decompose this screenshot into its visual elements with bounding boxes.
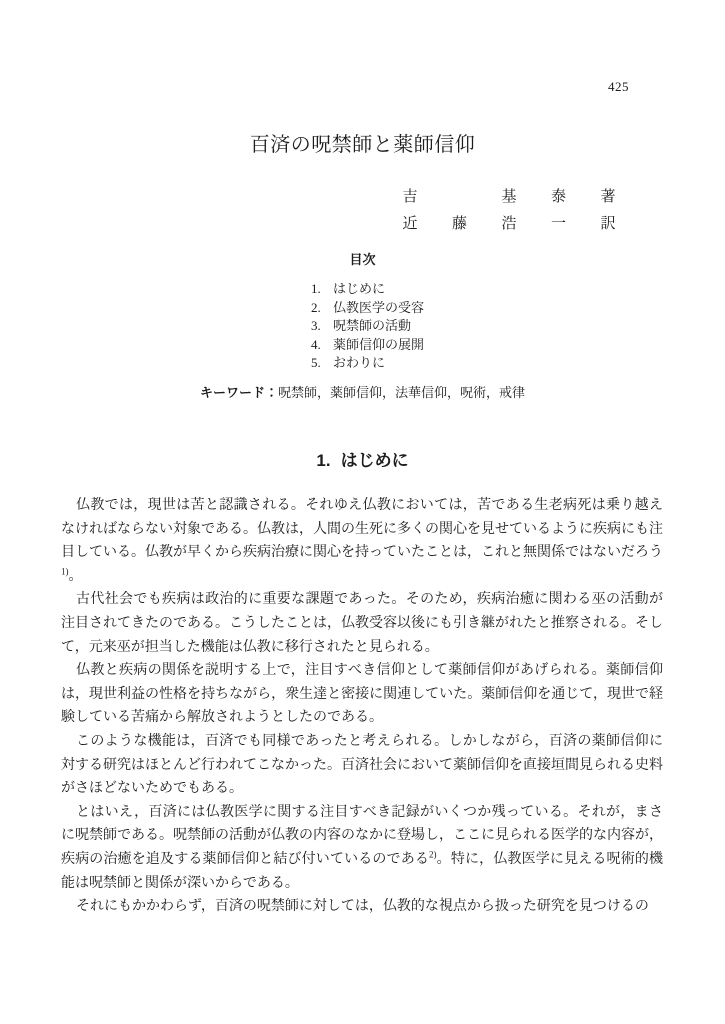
footnote-ref-1: 1) — [61, 566, 69, 577]
keywords-text: 呪禁師，薬師信仰，法華信仰，呪術，戒律 — [278, 385, 526, 400]
toc-item — [311, 299, 424, 318]
author-role-label: 著 — [600, 189, 616, 205]
author-char: 浩 — [501, 216, 517, 232]
toc-item — [311, 354, 424, 373]
toc-list — [311, 280, 424, 373]
authors-block — [402, 182, 616, 236]
page-number: 425 — [608, 79, 629, 94]
article-body — [61, 494, 663, 919]
paragraph-6: それにもかかわらず，百済の呪禁師に対しては，仏教的な視点から扱った研究を見つけるの — [76, 899, 649, 915]
footnote-ref-2: 2) — [429, 849, 437, 860]
article-title: 百済の呪禁師と薬師信仰 — [249, 134, 476, 156]
author-char: 吉 — [402, 189, 418, 205]
section-heading — [0, 446, 725, 471]
author-char: 基 — [501, 189, 517, 205]
paragraph-text: 仏教では，現世は苦と認識される。それゆえ仏教においては，苦である生老病死は乗り越えなければならない対象である。仏教は，人間の生死に多くの関心を見せているように疾病にも注目している。仏教が早くから疾病治療に関心を持っていたことは，これと無関係ではないだろう — [61, 498, 663, 561]
paragraph-text: 。 — [68, 568, 83, 584]
keywords-label: キーワード： — [199, 385, 278, 400]
author-char: 一 — [550, 216, 566, 232]
paragraph-text: 。特に，仏教医学に見える呪術的機能は呪禁師と関係が深いからである。 — [61, 851, 664, 891]
toc-item-label: 仏教医学の受容 — [333, 299, 425, 315]
toc-item-number: 3. — [311, 318, 321, 333]
section-title: はじめに — [340, 451, 409, 470]
paragraph-3: 仏教と疾病の関係を説明する上で，注目すべき信仰として薬師信仰があげられる。薬師信仰は，現世利益の性格を持ちながら，衆生達と密接に関連していた。薬師信仰を通じて，現世で経験している苦痛から解放されようとしたのである。 — [61, 663, 663, 726]
paragraph-2: 古代社会でも疾病は政治的に重要な課題であった。そのため，疾病治癒に関わる巫の活動が注目されてきたのである。こうしたことは，仏教受容以後にも引き継がれたと推察される。そして，元来巫が担当した機能は仏教に移行されたと見られる。 — [61, 592, 663, 655]
section-number: 1. — [316, 451, 331, 470]
author-char: 近 — [402, 216, 418, 232]
toc-item-number: 5. — [311, 355, 321, 370]
translator-role-label: 訳 — [600, 216, 616, 232]
author-char: 藤 — [451, 216, 467, 232]
paragraph-4: このような機能は，百済でも同様であったと考えられる。しかしながら，百済の薬師信仰に対する研究はほとんど行われてこなかった。百済社会において薬師信仰を直接垣間見られる史料がさほどないためでもある。 — [61, 733, 663, 797]
toc-item — [311, 336, 424, 355]
toc-heading: 目次 — [349, 252, 376, 267]
keywords-line — [0, 382, 725, 401]
toc-item-label: はじめに — [333, 281, 386, 296]
toc-item-label: おわりに — [333, 355, 386, 370]
toc-item — [311, 317, 424, 336]
toc-item-label: 呪禁師の活動 — [333, 318, 412, 333]
toc-item — [311, 280, 424, 299]
paragraph-text: とはいえ，百済には仏教医学に関する注目すべき記録がいくつか残っている。それが，まさに呪禁師である。呪禁師の活動が仏教の内容のなかに登場し，ここに見られる医学的な内容が，疾病の治癒を追及する薬師信仰と結び付いているのである — [61, 804, 663, 867]
paragraph-5 — [61, 801, 663, 895]
toc-item-number: 1. — [311, 281, 321, 296]
toc-item-number: 4. — [311, 336, 321, 352]
toc-item-number: 2. — [311, 299, 321, 315]
author-char: 泰 — [550, 189, 566, 205]
author-line-2 — [402, 209, 616, 236]
toc-item-label: 薬師信仰の展開 — [333, 336, 425, 352]
paragraph-1 — [61, 494, 663, 588]
author-line-1 — [402, 182, 616, 209]
